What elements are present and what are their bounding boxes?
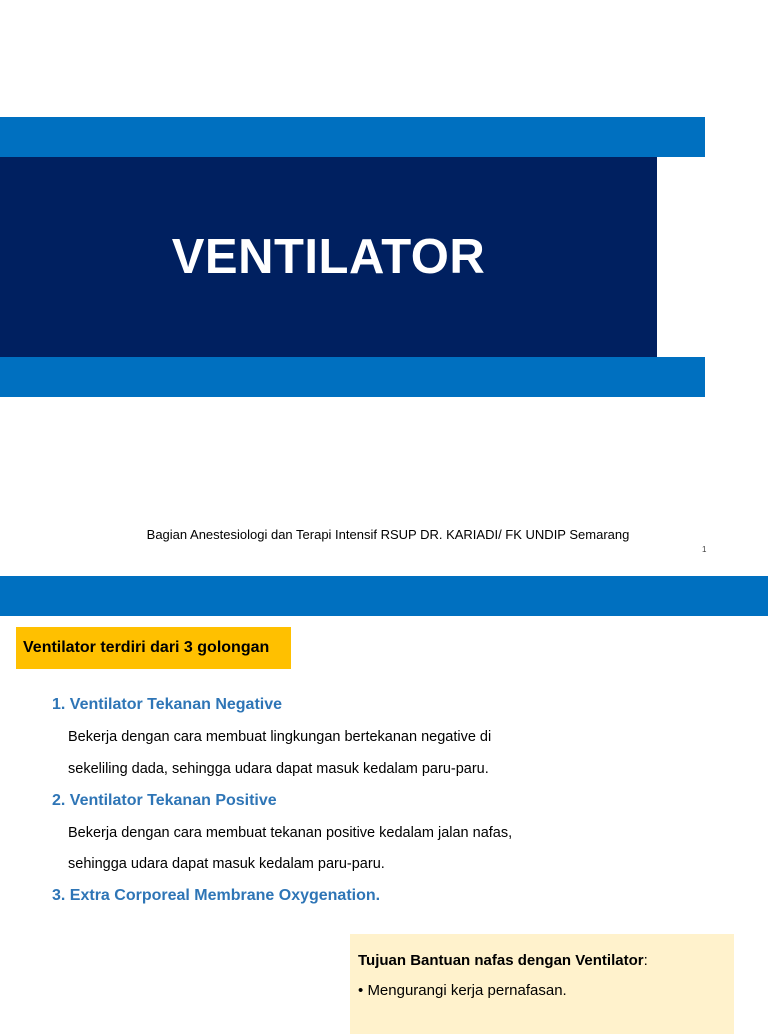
slide2-top-band — [0, 576, 768, 616]
item-desc-1-line-2: sekeliling dada, sehingga udara dapat masuk kedalam paru-paru. — [68, 761, 489, 777]
category-header-text: Ventilator terdiri dari 3 golongan — [23, 639, 270, 656]
item-heading-2: 2. Ventilator Tekanan Positive — [52, 792, 277, 809]
item-desc-2-line-1: Bekerja dengan cara membuat tekanan positive kedalam jalan nafas, — [68, 825, 513, 841]
item-desc-1-line-1: Bekerja dengan cara membuat lingkungan bertekanan negative di — [68, 729, 492, 745]
category-header-box — [16, 627, 291, 669]
goal-box — [350, 934, 734, 1034]
goal-list-item — [358, 982, 734, 999]
item-heading-3: 3. Extra Corporeal Membrane Oxygenation. — [52, 887, 381, 904]
page-number: 1 — [702, 545, 707, 554]
item-heading-1: 1. Ventilator Tekanan Negative — [52, 696, 283, 713]
slide-footer: Bagian Anestesiologi dan Terapi Intensif RSUP DR. KARIADI/ FK UNDIP Semarang — [146, 527, 630, 542]
bullet-icon: • — [358, 982, 364, 999]
goal-title-colon: : — [643, 952, 648, 969]
goal-item-text: Mengurangi kerja pernafasan. — [367, 982, 567, 999]
title-band-top — [0, 117, 705, 157]
slide-title: VENTILATOR — [171, 230, 486, 284]
title-band-bottom — [0, 357, 705, 397]
goal-title-text: Tujuan Bantuan nafas dengan Ventilator — [358, 952, 644, 969]
item-desc-2-line-2: sehingga udara dapat masuk kedalam paru-paru. — [68, 856, 385, 872]
goal-title — [358, 952, 734, 969]
